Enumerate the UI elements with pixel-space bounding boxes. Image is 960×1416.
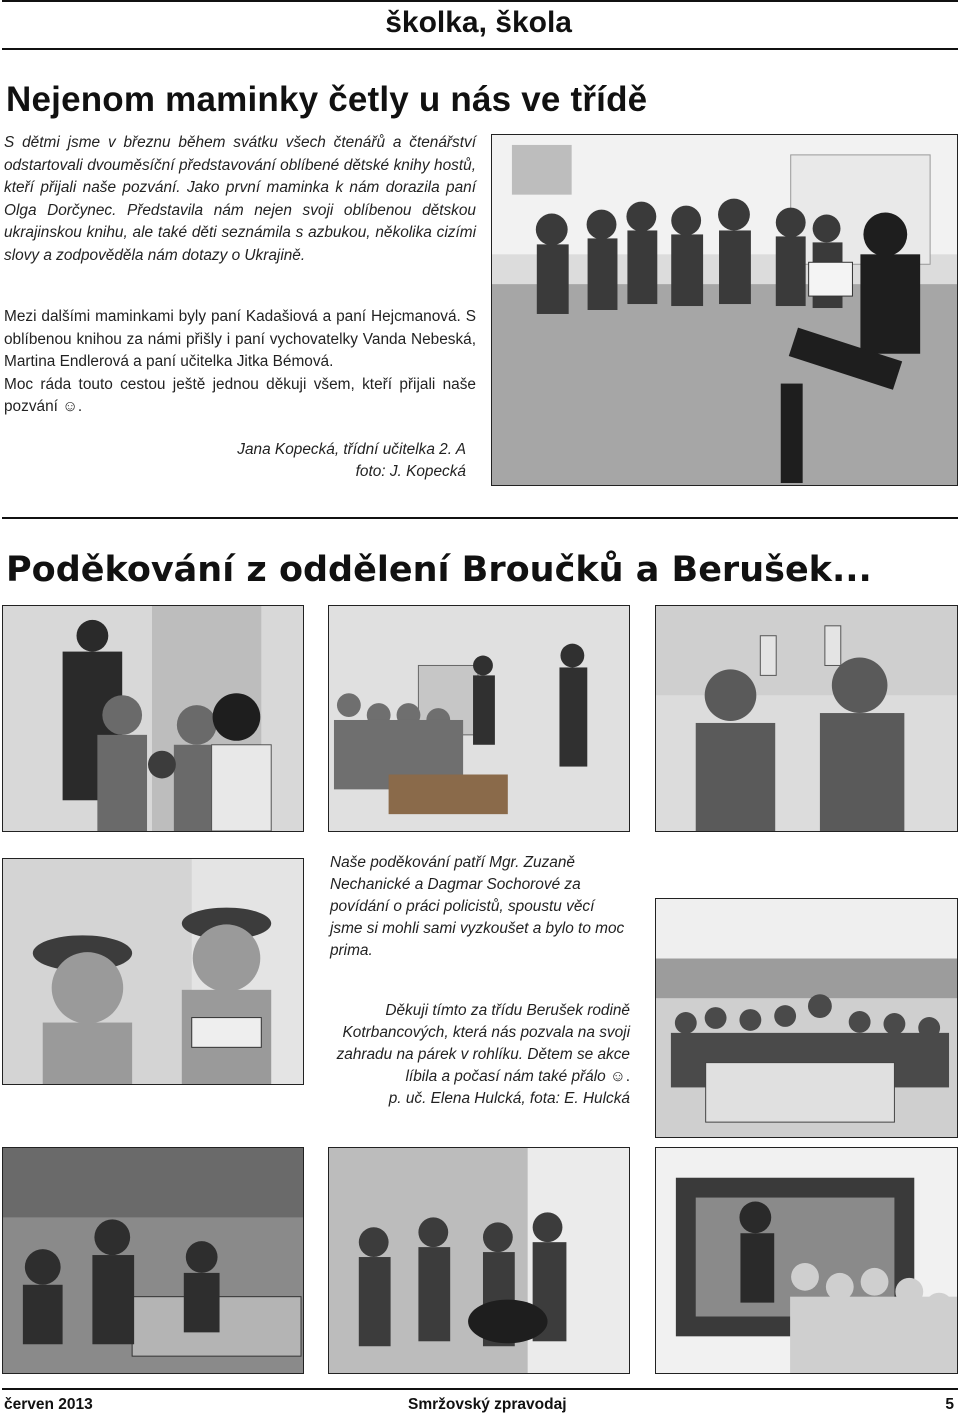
article-signature [4,439,466,483]
caption-garden-party-text: Děkuji tímto za třídu Berušek rodině Kotrbancových, která nás pozvala na svoji zahradu na párek v rohlíku. Dětem se akce líbila a počasí nám také přálo [336,1002,630,1085]
smiley-icon: ☺. [62,398,83,415]
photo-police-visit-3-drawing [656,606,957,831]
photo-garden-party-1-drawing [656,899,957,1137]
caption-garden-party-signature: p. uč. Elena Hulcká, fota: E. Hulcká [388,1090,630,1107]
photo-police-visit-2 [328,605,630,832]
article-title: Nejenom maminky četly u nás ve třídě [6,80,648,119]
photo-police-visit-3 [655,605,958,832]
article-body-paragraphs [4,306,476,419]
photo-garden-party-2-drawing [3,1148,303,1373]
caption-garden-party [330,1000,630,1110]
photo-police-visit-4-drawing [3,859,303,1084]
photo-garden-party-1 [655,898,958,1138]
photo-garden-party-4-drawing [656,1148,957,1373]
article-paragraph-2: Mezi dalšími maminkami byly paní Kadašiová a paní Hejcmanová. S oblíbenou knihou za námi přišly i paní vychovatelky Vanda Nebeská, Martina Endlerová a paní učitelka Jitka Bémová. [4,308,476,370]
photo-police-visit-1 [2,605,304,832]
photo-garden-party-2 [2,1147,304,1374]
smiley-icon: ☺. [610,1068,630,1085]
photo-garden-party-4 [655,1147,958,1374]
signature-author: Jana Kopecká, třídní učitelka 2. A [237,441,466,458]
section-separator [2,517,958,519]
photo-police-visit-2-drawing [329,606,629,831]
section-label: školka, škola [385,6,572,39]
article-paragraph-3 [4,374,476,419]
photo-reading-class-drawing [492,135,957,485]
page-number: 5 [945,1396,954,1413]
photo-garden-party-3-drawing [329,1148,629,1373]
caption-police-visit: Naše poděkování patří Mgr. Zuzaně Nechanické a Dagmar Sochorové za povídání o práci policistů, spoustu věcí jsme si mohli sami vyzkoušet a bylo to moc prima. [330,854,625,959]
footer-date: červen 2013 [4,1396,93,1413]
article2-title: Poděkování z oddělení Broučků a Berušek... [6,550,872,590]
article-paragraph-3-text: Moc ráda touto cestou ještě jednou děkuji všem, kteří přijali naše pozvání [4,375,476,415]
photo-garden-party-3 [328,1147,630,1374]
photo-police-visit-4 [2,858,304,1085]
signature-photo-credit: foto: J. Kopecká [355,463,466,480]
article-intro-paragraph: S dětmi jsme v březnu během svátku všech čtenářů a čtenářství odstartovali dvouměsíční představování oblíbené dětské knihy hostů, kteří přijali naše pozvání. Jako první maminka k nám dorazila paní Olga Dorčynec. Představila nám nejen svoji oblíbenou dětskou ukrajinskou knihu, ale také děti seznámila s azbukou, několika cizími slovy a zodpověděla nám dotazy o Ukrajině. [4,134,476,264]
photo-reading-class [491,134,958,486]
photo-police-visit-1-drawing [3,606,303,831]
footer-rule [2,1388,958,1390]
footer-publication: Smržovský zpravodaj [408,1396,567,1413]
